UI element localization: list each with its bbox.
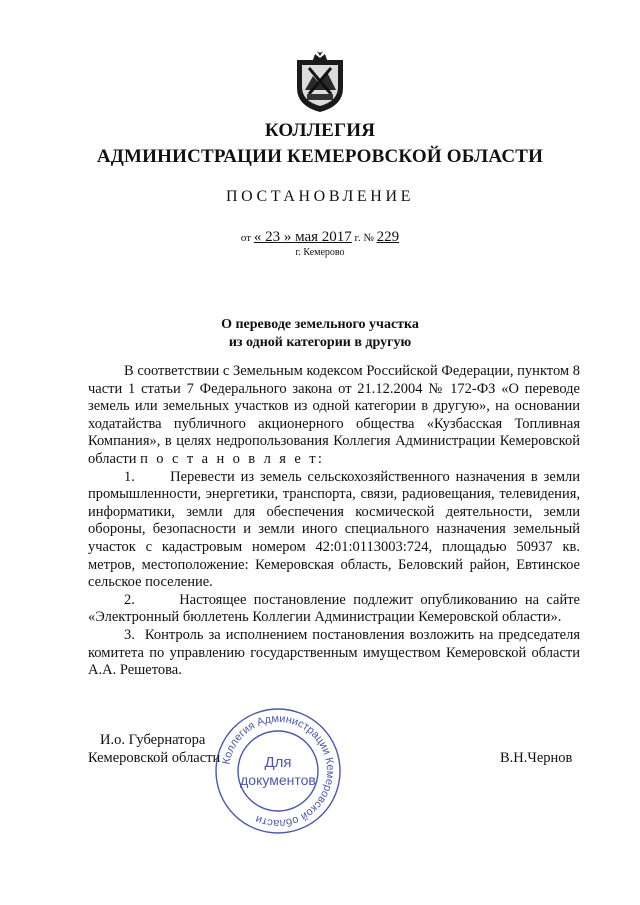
number-sign: № <box>363 232 374 244</box>
signatory-position-line1: И.о. Губернатора <box>100 732 206 748</box>
preamble-paragraph: В соответствии с Земельным кодексом Российской Федерации, пунктом 8 части 1 статьи 7 Федерального закона от 21.12.2004 № 172-ФЗ «О переводе земель или земельных участков из одной категории в другую», на основании ходатайства публичного акционерного общества «Кузбасская Топливная Компания», в целях недропользования Коллегия Администрации Кемеровской области п о с т а н о в л я е т: <box>88 363 580 467</box>
document-title-line2: из одной категории в другую <box>228 335 412 350</box>
document-city: г. Кемерово <box>295 247 345 258</box>
date-year-suffix: г. <box>354 232 361 244</box>
date-prefix: от <box>240 232 252 244</box>
item-2-paragraph: 2. Настоящее постановление подлежит опубликованию на сайте «Электронный бюллетень Коллегии Администрации Кемеровской области». <box>88 591 580 626</box>
coat-of-arms-icon <box>293 50 347 114</box>
document-date-line <box>0 229 640 246</box>
document-type: ПОСТАНОВЛЕНИЕ <box>226 188 414 205</box>
svg-text:Коллегия Администрации Кемеров: Коллегия Администрации Кемеровской области <box>220 712 337 830</box>
document-body <box>88 363 580 680</box>
document-title-line1: О переводе земельного участка <box>221 317 419 332</box>
org-name-line1: КОЛЛЕГИЯ <box>264 120 376 141</box>
svg-text:Для: Для <box>264 754 292 771</box>
date-day: « 23 » мая 2017 <box>253 229 352 245</box>
decree-word: п о с т а н о в л я е т: <box>140 450 325 467</box>
item-1-paragraph: 1. Перевести из земель сельскохозяйственного назначения в земли промышленности, энергетики, транспорта, связи, радиовещания, телевидения, информатики, земли для обеспечения космической деятельности, земли обороны, безопасности и земли иного специального назначения земельный участок с кадастровым номером 42:01:0113003:724, площадью 50937 кв. метров, местоположение: Кемеровская область, Беловский район, Евтинское сельское поселение. <box>88 468 580 591</box>
svg-text:документов: документов <box>240 772 316 788</box>
item-3-paragraph: 3. Контроль за исполнением постановления возложить на председателя комитета по управлению государственным имуществом Кемеровской области А.А. Решетова. <box>88 626 580 679</box>
signatory-name: В.Н.Чернов <box>500 750 573 766</box>
signatory-position-line2: Кемеровской области <box>88 750 221 766</box>
document-number: 229 <box>376 229 400 245</box>
org-name-line2: АДМИНИСТРАЦИИ КЕМЕРОВСКОЙ ОБЛАСТИ <box>96 146 544 167</box>
official-stamp <box>212 705 344 837</box>
